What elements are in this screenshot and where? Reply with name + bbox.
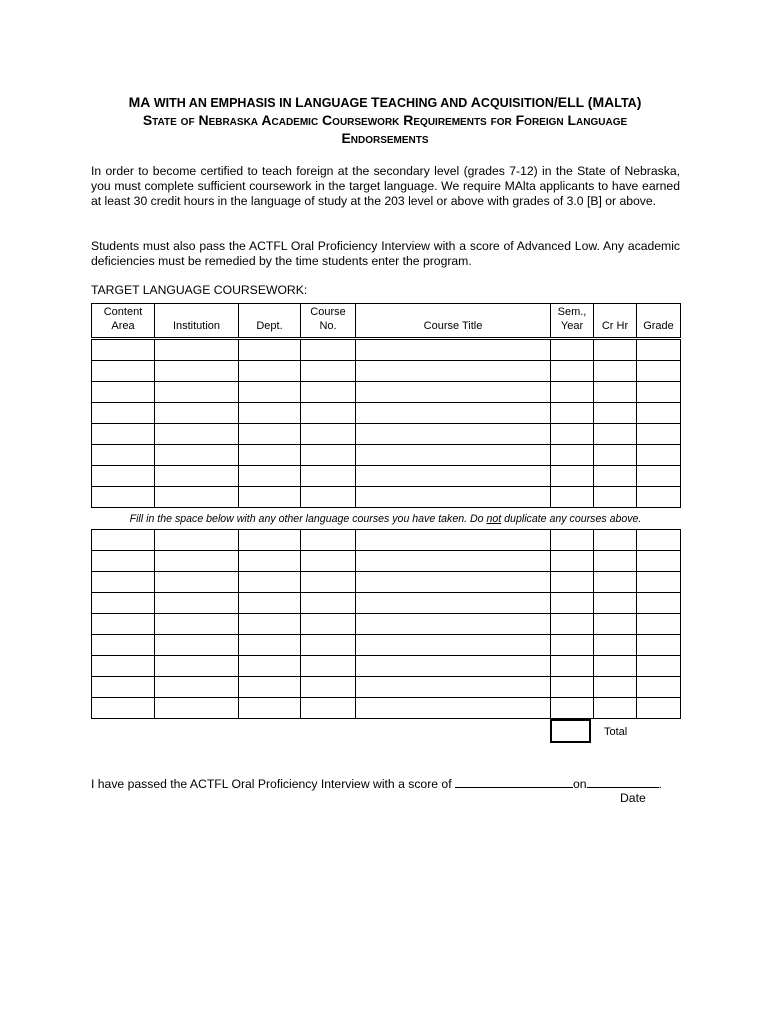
table-cell[interactable]: [155, 445, 239, 466]
table-cell[interactable]: [356, 487, 551, 508]
table-cell[interactable]: [356, 530, 551, 551]
table-cell[interactable]: [356, 424, 551, 445]
table-cell[interactable]: [155, 572, 239, 593]
upper-rows: [92, 339, 681, 508]
total-label: Total: [604, 726, 628, 738]
table-cell[interactable]: [637, 445, 681, 466]
table-cell[interactable]: [301, 614, 356, 635]
table-cell[interactable]: [92, 677, 155, 698]
table-cell[interactable]: [301, 361, 356, 382]
table-cell[interactable]: [594, 530, 637, 551]
table-cell[interactable]: [594, 361, 637, 382]
table-cell[interactable]: [239, 339, 301, 361]
table-cell[interactable]: [239, 635, 301, 656]
total-credit-hours-box[interactable]: [550, 719, 591, 743]
table-cell[interactable]: [155, 424, 239, 445]
table-cell[interactable]: [301, 424, 356, 445]
table-cell[interactable]: [155, 698, 239, 719]
table-cell[interactable]: [239, 698, 301, 719]
table-cell[interactable]: [594, 551, 637, 572]
table-cell[interactable]: [551, 614, 594, 635]
table-cell[interactable]: [637, 339, 681, 361]
table-cell[interactable]: [155, 593, 239, 614]
table-cell[interactable]: [551, 698, 594, 719]
table-cell[interactable]: [92, 487, 155, 508]
header-grade: Grade: [637, 304, 681, 339]
table-cell[interactable]: [155, 614, 239, 635]
statement-text: I have passed the ACTFL Oral Proficiency Interview with a score of: [91, 777, 455, 791]
statement-end: .: [658, 777, 662, 791]
table-cell[interactable]: [356, 551, 551, 572]
table-cell[interactable]: [594, 635, 637, 656]
table-cell[interactable]: [239, 424, 301, 445]
table-cell[interactable]: [92, 551, 155, 572]
table-cell[interactable]: [551, 656, 594, 677]
title-part: LTA: [614, 96, 637, 110]
table-cell[interactable]: [92, 656, 155, 677]
table-cell[interactable]: [301, 635, 356, 656]
table-cell[interactable]: [594, 466, 637, 487]
additional-courses-table: [91, 529, 681, 719]
table-cell[interactable]: [551, 445, 594, 466]
title-line-1: [90, 93, 680, 112]
table-cell[interactable]: [155, 466, 239, 487]
title-part: T: [371, 94, 380, 110]
section-heading: TARGET LANGUAGE COURSEWORK:: [91, 283, 308, 297]
header-content-area: Content Area: [92, 304, 155, 339]
table-cell[interactable]: [155, 635, 239, 656]
intro-paragraph: In order to become certified to teach foreign at the secondary level (grades 7-12) in the State of Nebraska, you must complete sufficient coursework in the target language. We require MAlta applicants to have earned at least 30 credit hours in the language of study at the 203 level or above with grades of 3.0 [B] or above.: [91, 164, 680, 208]
table-cell[interactable]: [594, 487, 637, 508]
table-cell[interactable]: [301, 572, 356, 593]
statement-on: on: [572, 777, 587, 791]
header-institution: Institution: [155, 304, 239, 339]
table-cell[interactable]: [637, 530, 681, 551]
table-cell[interactable]: [92, 698, 155, 719]
table-cell[interactable]: [301, 656, 356, 677]
table-cell[interactable]: [594, 424, 637, 445]
table-cell[interactable]: [637, 614, 681, 635]
table-cell[interactable]: [239, 614, 301, 635]
title-part: ANGUAGE: [303, 96, 372, 110]
table-cell[interactable]: [551, 403, 594, 424]
table-cell[interactable]: [92, 572, 155, 593]
table-cell[interactable]: [637, 635, 681, 656]
table-cell[interactable]: [637, 382, 681, 403]
table-cell[interactable]: [551, 382, 594, 403]
table-cell[interactable]: [92, 530, 155, 551]
table-cell[interactable]: [301, 530, 356, 551]
table-cell[interactable]: [637, 403, 681, 424]
table-cell[interactable]: [551, 530, 594, 551]
table-cell[interactable]: [551, 424, 594, 445]
table-cell[interactable]: [551, 551, 594, 572]
table-cell[interactable]: [301, 445, 356, 466]
title-part: A: [470, 94, 481, 110]
table-cell[interactable]: [92, 361, 155, 382]
title-part: WITH AN EMPHASIS IN: [150, 96, 296, 110]
table-cell[interactable]: [239, 572, 301, 593]
table-cell[interactable]: [155, 677, 239, 698]
table-cell[interactable]: [155, 530, 239, 551]
header-sem-year: Sem., Year: [551, 304, 594, 339]
table-cell[interactable]: [239, 403, 301, 424]
table-cell[interactable]: [637, 466, 681, 487]
header-course-title: Course Title: [356, 304, 551, 339]
date-blank-field[interactable]: [587, 776, 659, 788]
table-cell[interactable]: [551, 487, 594, 508]
title-part: /ELL (MA: [553, 94, 615, 110]
table-cell[interactable]: [356, 593, 551, 614]
table-cell[interactable]: [239, 656, 301, 677]
title-part: L: [295, 94, 304, 110]
table-cell[interactable]: [239, 466, 301, 487]
table-cell[interactable]: [637, 677, 681, 698]
table-cell[interactable]: [637, 361, 681, 382]
table-cell[interactable]: [239, 382, 301, 403]
table-cell[interactable]: [594, 614, 637, 635]
table-cell[interactable]: [92, 614, 155, 635]
title-line-2: State of Nebraska Academic Coursework Requirements for Foreign Language: [142, 112, 628, 128]
table-cell[interactable]: [356, 656, 551, 677]
table-cell[interactable]: [637, 424, 681, 445]
table-cell[interactable]: [551, 339, 594, 361]
table-cell[interactable]: [594, 677, 637, 698]
table-cell[interactable]: [594, 339, 637, 361]
table-cell[interactable]: [356, 382, 551, 403]
table-cell[interactable]: [356, 339, 551, 361]
header-cr-hr: Cr Hr: [594, 304, 637, 339]
table-cell[interactable]: [594, 382, 637, 403]
table-cell[interactable]: [356, 466, 551, 487]
table-cell[interactable]: [92, 339, 155, 361]
table-cell[interactable]: [356, 361, 551, 382]
table-cell[interactable]: [239, 487, 301, 508]
title-part: CQUISITION: [480, 96, 554, 110]
table-cell[interactable]: [301, 593, 356, 614]
table-cell[interactable]: [239, 361, 301, 382]
table-cell[interactable]: [92, 445, 155, 466]
table-cell[interactable]: [637, 698, 681, 719]
title-ma: MA: [128, 94, 151, 110]
table-cell[interactable]: [301, 677, 356, 698]
table-cell[interactable]: [155, 361, 239, 382]
table-cell[interactable]: [637, 656, 681, 677]
coursework-table: [91, 303, 681, 508]
table-cell[interactable]: [155, 656, 239, 677]
table-cell[interactable]: [92, 382, 155, 403]
table-cell[interactable]: [551, 677, 594, 698]
table-cell[interactable]: [356, 614, 551, 635]
table-cell[interactable]: [92, 424, 155, 445]
table-cell[interactable]: [239, 445, 301, 466]
table-cell[interactable]: [301, 551, 356, 572]
table-cell[interactable]: [637, 487, 681, 508]
table-cell[interactable]: [92, 466, 155, 487]
table-cell[interactable]: [356, 698, 551, 719]
header-course-no: Course No.: [301, 304, 356, 339]
title-part: ): [636, 94, 642, 110]
actfl-paragraph: Students must also pass the ACTFL Oral Proficiency Interview with a score of Advanced Low. Any academic deficiencies must be remedied by the time students enter the program.: [91, 239, 680, 268]
table-cell[interactable]: [301, 487, 356, 508]
instruction-note: Fill in the space below with any other language courses you have taken. Do not duplicate any courses above.: [129, 513, 642, 525]
table-cell[interactable]: [551, 635, 594, 656]
table-cell[interactable]: [155, 382, 239, 403]
actfl-statement: [91, 776, 662, 792]
table-cell[interactable]: [594, 698, 637, 719]
date-label: Date: [620, 791, 646, 805]
table-cell[interactable]: [551, 572, 594, 593]
table-cell[interactable]: [551, 593, 594, 614]
score-blank-field[interactable]: [455, 776, 573, 788]
table-cell[interactable]: [239, 530, 301, 551]
table-cell[interactable]: [301, 339, 356, 361]
table-cell[interactable]: [356, 403, 551, 424]
table-cell[interactable]: [92, 593, 155, 614]
table-cell[interactable]: [356, 677, 551, 698]
table-cell[interactable]: [637, 572, 681, 593]
title-part: EACHING AND: [379, 96, 471, 110]
table-cell[interactable]: [155, 551, 239, 572]
table-cell[interactable]: [155, 403, 239, 424]
table-cell[interactable]: [594, 403, 637, 424]
table-cell[interactable]: [301, 382, 356, 403]
title-line-3: Endorsements: [341, 130, 429, 146]
table-cell[interactable]: [594, 656, 637, 677]
table-cell[interactable]: [301, 698, 356, 719]
table-cell[interactable]: [594, 572, 637, 593]
table-cell[interactable]: [239, 551, 301, 572]
table-cell[interactable]: [92, 403, 155, 424]
table-cell[interactable]: [594, 593, 637, 614]
table-cell[interactable]: [301, 466, 356, 487]
table-cell[interactable]: [356, 445, 551, 466]
table-cell[interactable]: [356, 572, 551, 593]
table-cell[interactable]: [92, 635, 155, 656]
header-dept: Dept.: [239, 304, 301, 339]
table-cell[interactable]: [239, 593, 301, 614]
table-cell[interactable]: [301, 403, 356, 424]
table-cell[interactable]: [356, 635, 551, 656]
table-cell[interactable]: [155, 487, 239, 508]
table-cell[interactable]: [637, 551, 681, 572]
table-cell[interactable]: [594, 445, 637, 466]
table-cell[interactable]: [637, 593, 681, 614]
table-cell[interactable]: [239, 677, 301, 698]
table-cell[interactable]: [155, 339, 239, 361]
table-cell[interactable]: [551, 361, 594, 382]
table-cell[interactable]: [551, 466, 594, 487]
